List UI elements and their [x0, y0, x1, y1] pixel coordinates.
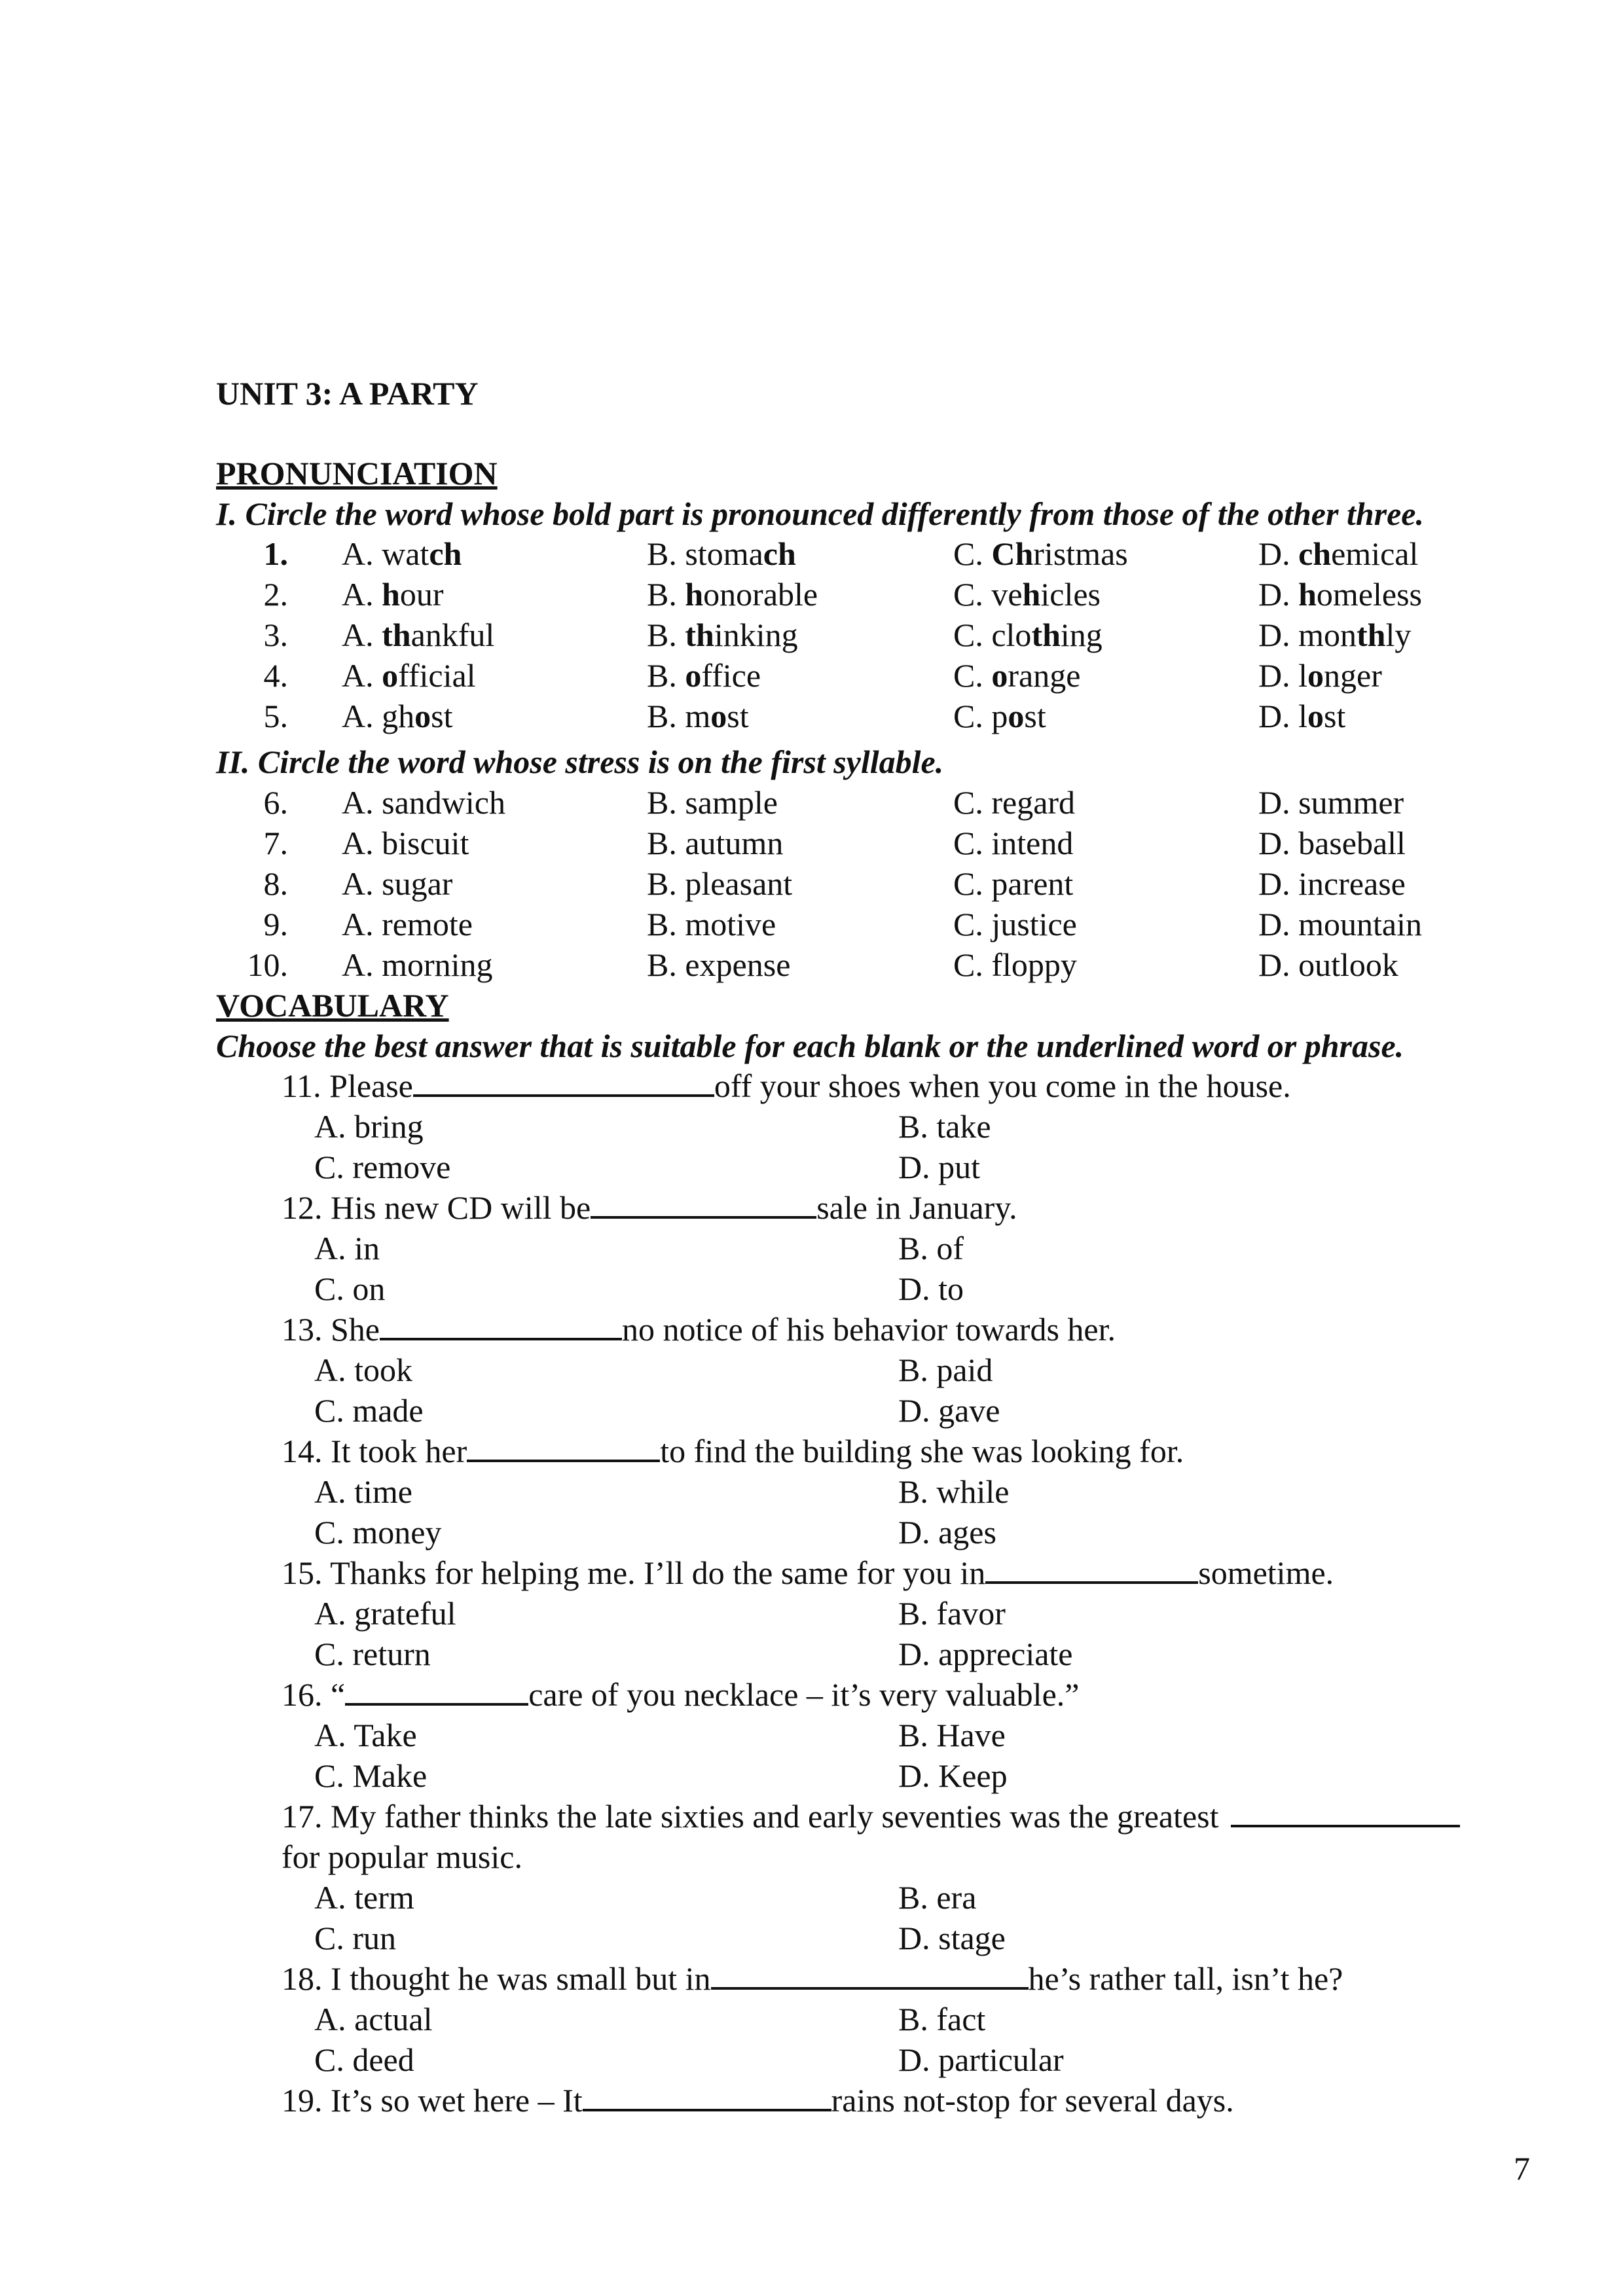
- bold-part: h: [1022, 576, 1041, 613]
- vocab-question: 11. Please off your shoes when you come in the house.: [282, 1066, 1291, 1106]
- answer-blank: [413, 1066, 714, 1097]
- answer-blank: [1231, 1796, 1460, 1827]
- option-d: D. gave: [898, 1392, 1000, 1429]
- question-number: 8.: [263, 865, 288, 902]
- option-c: C. made: [314, 1392, 424, 1429]
- option-c: C. on: [314, 1270, 386, 1307]
- option-d: D. mountain: [1258, 906, 1422, 942]
- option-b: B. pleasant: [647, 865, 793, 902]
- option-c: C. regard: [953, 784, 1076, 821]
- question-number: 1.: [263, 535, 288, 572]
- option-d: D. homeless: [1258, 576, 1423, 613]
- option-a: A. ghost: [342, 698, 453, 734]
- option-a: A. term: [314, 1879, 414, 1916]
- page-number: 7: [1514, 2150, 1530, 2187]
- option-d: D. baseball: [1258, 825, 1406, 861]
- vocab-question: 19. It’s so wet here – It rains not-stop for several days.: [282, 2080, 1234, 2121]
- vocab-question: 15. Thanks for helping me. I’ll do the same for you in sometime.: [282, 1552, 1334, 1593]
- bold-part: o: [1307, 657, 1324, 694]
- bold-part: th: [1357, 617, 1386, 653]
- bold-part: o: [382, 657, 399, 694]
- option-c: C. parent: [953, 865, 1074, 902]
- option-c: C. remove: [314, 1149, 451, 1185]
- option-d: D. increase: [1258, 865, 1406, 902]
- bold-part: h: [1298, 576, 1317, 613]
- option-c: C. Make: [314, 1757, 428, 1794]
- option-b: B. paid: [898, 1352, 993, 1388]
- question-number: 5.: [263, 698, 288, 734]
- option-a: A. watch: [342, 535, 462, 572]
- option-a: A. hour: [342, 576, 444, 613]
- option-d: D. longer: [1258, 657, 1382, 694]
- option-b: B. era: [898, 1879, 977, 1916]
- pronunciation-instruction-1: I. Circle the word whose bold part is pronounced differently from those of the other three.: [216, 495, 1424, 532]
- option-d: D. appreciate: [898, 1636, 1073, 1672]
- option-a: A. thankful: [342, 617, 495, 653]
- bold-part: o: [685, 657, 702, 694]
- option-b: B. Have: [898, 1717, 1006, 1753]
- option-c: C. intend: [953, 825, 1074, 861]
- option-a: A. grateful: [314, 1595, 456, 1632]
- option-a: A. time: [314, 1473, 412, 1510]
- bold-part: th: [382, 617, 411, 653]
- option-d: D. lost: [1258, 698, 1346, 734]
- vocabulary-heading: VOCABULARY: [216, 987, 449, 1024]
- option-a: A. official: [342, 657, 476, 694]
- option-c: C. floppy: [953, 946, 1077, 983]
- option-d: D. monthly: [1258, 617, 1412, 653]
- question-number: 7.: [263, 825, 288, 861]
- option-c: C. clothing: [953, 617, 1103, 653]
- option-d: D. to: [898, 1270, 964, 1307]
- unit-title: UNIT 3: A PARTY: [216, 375, 479, 412]
- bold-part: o: [414, 698, 431, 734]
- bold-part: h: [382, 576, 400, 613]
- pronunciation-heading: PRONUNCIATION: [216, 455, 498, 492]
- option-a: A. in: [314, 1230, 380, 1266]
- option-a: A. took: [314, 1352, 412, 1388]
- option-b: B. take: [898, 1108, 991, 1145]
- option-d: D. Keep: [898, 1757, 1008, 1794]
- option-a: A. morning: [342, 946, 493, 983]
- option-c: C. return: [314, 1636, 431, 1672]
- vocab-question-continued: for popular music.: [282, 1839, 522, 1875]
- option-c: C. Christmas: [953, 535, 1128, 572]
- option-d: D. particular: [898, 2041, 1064, 2078]
- answer-blank: [591, 1187, 816, 1219]
- vocab-question: 17. My father thinks the late sixties and early seventies was the greatest: [282, 1796, 1460, 1837]
- answer-blank: [583, 2080, 831, 2111]
- answer-blank: [985, 1552, 1198, 1584]
- option-a: A. biscuit: [342, 825, 469, 861]
- option-c: C. justice: [953, 906, 1077, 942]
- pronunciation-instruction-2: II. Circle the word whose stress is on the first syllable.: [216, 744, 944, 780]
- option-d: D. outlook: [1258, 946, 1398, 983]
- option-d: D. stage: [898, 1920, 1006, 1956]
- option-d: D. ages: [898, 1514, 996, 1551]
- option-b: B. stomach: [647, 535, 796, 572]
- option-d: D. summer: [1258, 784, 1404, 821]
- option-c: C. vehicles: [953, 576, 1101, 613]
- bold-part: Ch: [991, 535, 1034, 572]
- option-c: C. run: [314, 1920, 396, 1956]
- vocab-question: 14. It took her to find the building she was looking for.: [282, 1431, 1184, 1471]
- bold-part: o: [1307, 698, 1324, 734]
- option-c: C. money: [314, 1514, 442, 1551]
- option-a: A. Take: [314, 1717, 417, 1753]
- option-c: C. orange: [953, 657, 1081, 694]
- option-b: B. sample: [647, 784, 778, 821]
- vocab-question: 12. His new CD will be sale in January.: [282, 1187, 1017, 1228]
- option-a: A. sugar: [342, 865, 453, 902]
- question-number: 3.: [263, 617, 288, 653]
- option-a: A. remote: [342, 906, 473, 942]
- option-b: B. motive: [647, 906, 776, 942]
- answer-blank: [380, 1309, 622, 1340]
- bold-part: ch: [429, 535, 462, 572]
- question-number: 6.: [263, 784, 288, 821]
- bold-part: ch: [1298, 535, 1332, 572]
- vocab-question: 18. I thought he was small but in he’s rather tall, isn’t he?: [282, 1958, 1343, 1999]
- vocab-question: 13. She no notice of his behavior towards her.: [282, 1309, 1116, 1350]
- bold-part: o: [991, 657, 1008, 694]
- question-number: 2.: [263, 576, 288, 613]
- vocab-question: 16. “ care of you necklace – it’s very valuable.”: [282, 1674, 1079, 1715]
- option-b: B. thinking: [647, 617, 798, 653]
- option-a: A. sandwich: [342, 784, 505, 821]
- option-d: D. put: [898, 1149, 980, 1185]
- option-c: C. post: [953, 698, 1046, 734]
- question-number: 10.: [247, 946, 288, 983]
- option-b: B. honorable: [647, 576, 818, 613]
- option-b: B. office: [647, 657, 761, 694]
- option-b: B. autumn: [647, 825, 784, 861]
- bold-part: th: [685, 617, 714, 653]
- question-number: 9.: [263, 906, 288, 942]
- option-b: B. of: [898, 1230, 964, 1266]
- question-number: 4.: [263, 657, 288, 694]
- answer-blank: [467, 1431, 660, 1462]
- option-a: A. bring: [314, 1108, 424, 1145]
- option-d: D. chemical: [1258, 535, 1419, 572]
- answer-blank: [345, 1674, 528, 1706]
- answer-blank: [711, 1958, 1029, 1990]
- option-a: A. actual: [314, 2001, 433, 2037]
- bold-part: o: [710, 698, 727, 734]
- vocabulary-instruction: Choose the best answer that is suitable for each blank or the underlined word or phrase.: [216, 1028, 1404, 1064]
- bold-part: h: [685, 576, 704, 613]
- option-b: B. while: [898, 1473, 1010, 1510]
- bold-part: ch: [763, 535, 796, 572]
- option-b: B. fact: [898, 2001, 986, 2037]
- option-b: B. most: [647, 698, 749, 734]
- option-b: B. favor: [898, 1595, 1006, 1632]
- option-b: B. expense: [647, 946, 791, 983]
- option-c: C. deed: [314, 2041, 414, 2078]
- bold-part: th: [1031, 617, 1061, 653]
- bold-part: o: [1008, 698, 1025, 734]
